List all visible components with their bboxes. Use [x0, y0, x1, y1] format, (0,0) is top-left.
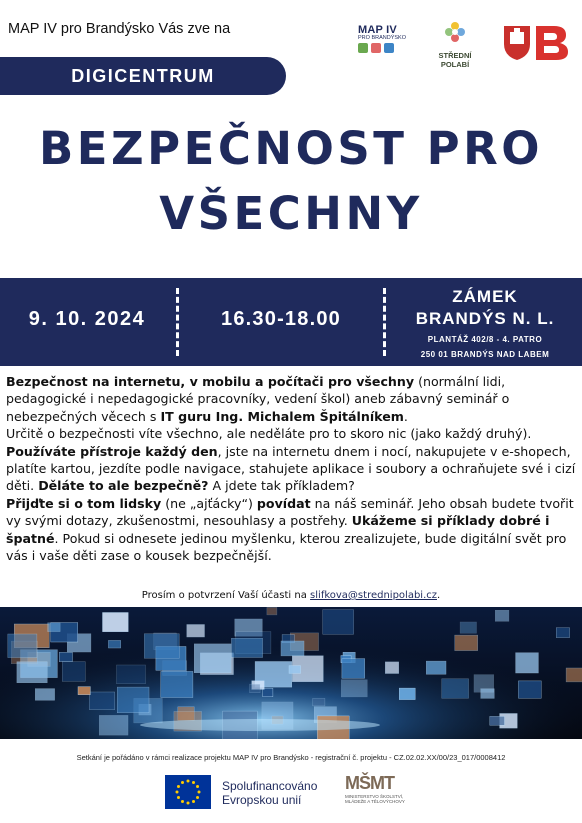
- screen-tile: [442, 679, 469, 698]
- description-paragraph: [6, 495, 576, 565]
- eu-star: [196, 785, 199, 788]
- eu-line1: Spolufinancováno: [222, 779, 318, 793]
- brandys-logo: [502, 22, 572, 62]
- bold-text: Používáte přístroje každý den: [6, 443, 218, 459]
- screen-tile: [281, 641, 304, 656]
- screen-tile: [35, 689, 54, 701]
- place-line1: ZÁMEK: [452, 287, 518, 306]
- screen-tile: [108, 640, 120, 648]
- screen-tile: [426, 661, 446, 674]
- description-paragraph: [6, 425, 576, 495]
- text: . Pokud si odnesete jedinou myšlenku, kterou zrealizujete, bude digitální svět pro vás i vaše děti zase o kousek bezpečnější.: [6, 530, 567, 564]
- msmt-line2: MLÁDEŽE A TĚLOVÝCHOVY: [345, 799, 405, 804]
- bold-text: Ukážeme si příklady dobré i špatné: [6, 513, 550, 546]
- screen-tile: [516, 653, 539, 673]
- screen-tile: [78, 687, 90, 695]
- screen-tile: [556, 628, 569, 638]
- text: .: [403, 408, 408, 424]
- rsvp-text: Prosím o potvrzení Vaší účasti na: [141, 590, 311, 601]
- screen-tile: [385, 662, 398, 674]
- map-logo-subtitle: PRO BRANDÝSKO: [358, 35, 406, 41]
- eu-star: [192, 800, 195, 803]
- eu-cofunding-label: [222, 779, 317, 807]
- screen-tile: [161, 671, 193, 697]
- speaker-name: IT guru Ing. Michalem Špitálníkem: [160, 408, 404, 424]
- eu-star: [181, 800, 184, 803]
- rsvp-email-link[interactable]: slifkova@strednipolabi.cz: [310, 590, 437, 601]
- event-date: 9. 10. 2024: [28, 308, 146, 330]
- screen-tile: [231, 638, 262, 657]
- stredni-polabi-logo: [424, 20, 486, 69]
- screen-tile: [490, 716, 505, 725]
- family-icon: [358, 43, 368, 53]
- screen-tile: [48, 623, 61, 632]
- screen-tile: [117, 665, 146, 684]
- screen-tile: [250, 684, 261, 693]
- msmt-mark: MŠMT: [345, 773, 394, 793]
- people-icon: [371, 43, 381, 53]
- screen-tile: [89, 692, 114, 710]
- event-time: 16.30-18.00: [221, 308, 341, 330]
- screen-tile: [399, 688, 415, 700]
- flower-icon: [443, 20, 467, 44]
- bold-text: Přijďte si o tom lidsky: [6, 495, 162, 511]
- eu-star: [187, 780, 190, 783]
- text: (ne „ajťácky“): [161, 495, 257, 511]
- school-icon: [384, 43, 394, 53]
- eu-star: [181, 781, 184, 784]
- description-paragraph: [6, 373, 576, 425]
- partner-logos: [352, 20, 574, 69]
- text: (normální lidi, pedagogické i nepedagogické pracovníky, vedení škol) aneb zábavný seminář o nebezpečných věcech s: [6, 374, 510, 424]
- map-iv-logo: [358, 24, 416, 53]
- bold-text: Bezpečnost na internetu, v mobilu a počítači pro všechny: [6, 374, 415, 389]
- bold-text: Děláte to ale bezpečně?: [38, 478, 209, 494]
- eu-star: [198, 791, 201, 794]
- screen-tile: [495, 610, 509, 621]
- eu-star: [177, 796, 180, 799]
- msmt-line1: MINISTERSTVO ŠKOLSTVÍ,: [345, 794, 404, 799]
- digital-screens-illustration: [0, 607, 582, 739]
- eu-star: [196, 796, 199, 799]
- address-line1: PLANTÁŽ 402/8 - 4. PATRO: [427, 335, 543, 344]
- digital-network-image: [0, 607, 582, 739]
- screen-tile: [8, 634, 37, 658]
- divider: [176, 288, 179, 356]
- screen-tile: [289, 666, 301, 674]
- screen-tile: [194, 644, 231, 673]
- screen-tile: [474, 675, 494, 693]
- address-line2: 250 01 BRANDÝS NAD LABEM: [420, 350, 550, 359]
- event-title-line2: VŠECHNY: [159, 187, 423, 240]
- digicentrum-tag: DIGICENTRUM: [0, 57, 286, 95]
- place-line2: BRANDÝS N. L.: [415, 309, 555, 328]
- text: na náš seminář. Jeho obsah budete tvořit vy svými dotazy, zkušenostmi, nesouhlasy a postřehy.: [6, 495, 574, 529]
- text: , jste na internetu dnem i nocí, nakupujete v e-shopech, platíte kartou, jezdíte podle navigace, stahujete aplikace i soubory a ochraňujete své i cizí děti.: [6, 443, 576, 494]
- text: .: [437, 590, 441, 601]
- screen-tile: [460, 622, 476, 633]
- event-info-band: [0, 278, 582, 366]
- screen-tile: [566, 668, 582, 682]
- screen-tile: [267, 607, 277, 615]
- screen-tile: [62, 662, 85, 682]
- eu-star: [187, 802, 190, 805]
- screen-tile: [323, 610, 354, 635]
- invite-text: MAP IV pro Brandýsko Vás zve na: [8, 21, 231, 37]
- text: Určitě o bezpečnosti víte všechno, ale neděláte pro to skoro nic (jako každý druhý).: [6, 426, 532, 442]
- screen-tile: [313, 698, 325, 706]
- screen-tile: [341, 680, 367, 697]
- msmt-logo: [345, 773, 405, 813]
- eu-line2: Evropskou unií: [222, 793, 302, 807]
- map-logo-title: MAP IV: [358, 24, 397, 36]
- screen-tile: [144, 634, 179, 659]
- text: A jdete tak příkladem?: [208, 478, 355, 494]
- project-note: Setkání je pořádáno v rámci realizace projektu MAP IV pro Brandýsko - registrační č. projektu - CZ.02.02.XX/00/23_017/0008412: [76, 753, 506, 762]
- rsvp-line: [0, 590, 582, 601]
- screen-tile: [17, 662, 47, 683]
- screen-tile: [455, 635, 478, 651]
- stredni-polabi-label: STŘEDNÍ POLABÍ: [438, 51, 472, 69]
- divider: [383, 288, 386, 356]
- event-description: [6, 373, 576, 564]
- map-logo-icons: [358, 43, 416, 53]
- eu-star: [177, 785, 180, 788]
- bold-text: povídat: [256, 495, 311, 511]
- screen-tile: [59, 652, 72, 661]
- event-place: [392, 286, 578, 360]
- screen-tile: [187, 625, 205, 638]
- event-title-line1: BEZPEČNOST PRO: [39, 122, 543, 175]
- eu-star: [176, 791, 179, 794]
- screen-tile: [103, 613, 129, 632]
- eu-flag-icon: [165, 775, 211, 809]
- eu-star: [192, 781, 195, 784]
- screen-tile: [518, 681, 541, 698]
- screen-tile: [342, 659, 365, 679]
- screen-tile: [99, 715, 128, 735]
- screen-tile: [117, 687, 149, 713]
